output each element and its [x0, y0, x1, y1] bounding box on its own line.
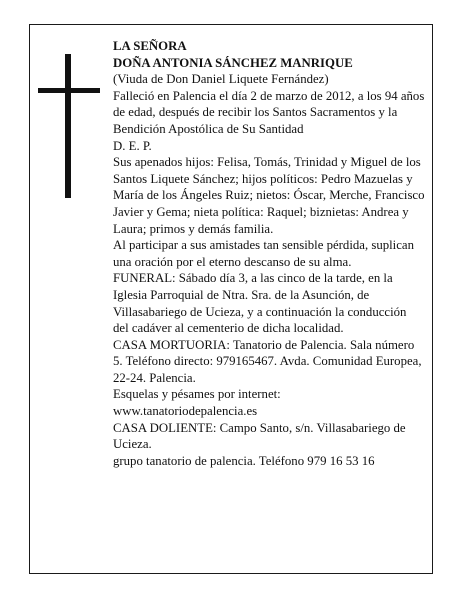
mourning-house: CASA DOLIENTE: Campo Santo, s/n. Villasabariego de Ucieza.	[113, 420, 406, 452]
cross-vertical-bar	[65, 54, 71, 198]
mortuary-details: CASA MORTUORIA: Tanatorio de Palencia. Sala número 5. Teléfono directo: 979165467. Avda. Comunidad Europea, 22-24. Palencia.	[113, 337, 422, 385]
rip-line: D. E. P.	[113, 138, 152, 153]
family-list: Sus apenados hijos: Felisa, Tomás, Trinidad y Miguel de los Santos Liquete Sánchez; hijos políticos: Pedro Mazuelas y María de los Ángeles Ruiz; nietos: Óscar, Merche, Francisco Javier y Gema; nieta política: Raquel; biznietas: Andrea y Laura; primos y demás familia.	[113, 155, 425, 236]
funeral-home-footer: grupo tanatorio de palencia. Teléfono 979 16 53 16	[113, 453, 375, 468]
cross-horizontal-bar	[38, 88, 100, 93]
obituary-text	[113, 38, 425, 469]
online-condolences: Esquelas y pésames por internet: www.tanatoriodepalencia.es	[113, 387, 281, 419]
death-announcement: Falleció en Palencia el día 2 de marzo de 2012, a los 94 años de edad, después de recibir los Santos Sacramentos y la Bendición Apostólica de Su Santidad	[113, 88, 425, 136]
cross-icon	[38, 54, 100, 198]
notice-title-line1: LA SEÑORA	[113, 39, 187, 53]
funeral-details: FUNERAL: Sábado día 3, a las cinco de la tarde, en la Iglesia Parroquial de Ntra. Sra. de la Asunción, de Villasabariego de Ucieza, y a continuación la conducción del cadáver al cementerio de dicha localidad.	[113, 271, 407, 336]
deceased-name: DOÑA ANTONIA SÁNCHEZ MANRIQUE	[113, 55, 353, 70]
prayer-request: Al participar a sus amistades tan sensible pérdida, suplican una oración por el eterno descanso de su alma.	[113, 238, 414, 269]
widow-of-line: (Viuda de Don Daniel Liquete Fernández)	[113, 72, 329, 87]
